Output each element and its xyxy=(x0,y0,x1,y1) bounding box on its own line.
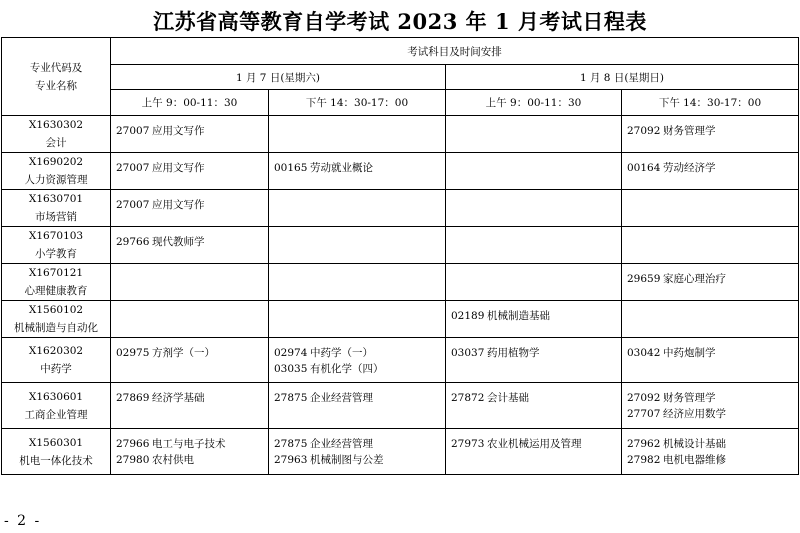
subject-name: 电工与电子技术 xyxy=(152,438,226,450)
major-column-header xyxy=(2,38,111,116)
session-cell xyxy=(622,227,799,264)
major-code: X1560301 xyxy=(28,436,84,449)
session-cell xyxy=(446,190,622,227)
major-code: X1670121 xyxy=(28,267,84,279)
subject-code: 00165 xyxy=(274,162,308,174)
subject-name: 应用文写作 xyxy=(152,125,205,137)
subject-name: 农村供电 xyxy=(152,454,194,466)
subject-name: 企业经营管理 xyxy=(310,438,373,450)
subject-code: 29766 xyxy=(116,236,150,248)
subject-name: 财务管理学 xyxy=(663,392,716,404)
subject-name: 劳动就业概论 xyxy=(310,162,373,174)
subject-code: 27875 xyxy=(274,438,308,450)
subject-code: 02974 xyxy=(274,347,308,359)
subject-code: 27963 xyxy=(274,454,308,466)
table-row xyxy=(2,190,799,227)
subject-name: 有机化学（四） xyxy=(310,363,384,375)
session-cell xyxy=(269,383,446,429)
table-row xyxy=(2,338,799,383)
subject-name: 电机电器维修 xyxy=(663,454,726,466)
session-cell xyxy=(446,264,622,301)
subject-name: 中药炮制学 xyxy=(663,347,716,359)
subject-entry xyxy=(116,227,268,249)
subject-entry xyxy=(274,338,445,360)
session-cell xyxy=(111,429,269,475)
subject-name: 农业机械运用及管理 xyxy=(487,438,582,450)
major-column-header-text xyxy=(2,59,110,95)
subject-code: 03035 xyxy=(274,363,308,375)
session-cell xyxy=(446,383,622,429)
session-cell xyxy=(622,338,799,383)
session-cell xyxy=(111,190,269,227)
page-title: 江苏省高等教育自学考试 2023 年 1 月考试日程表 xyxy=(153,9,647,34)
major-name: 工商企业管理 xyxy=(24,408,88,421)
session-cell xyxy=(446,153,622,190)
subject-entry xyxy=(274,153,445,175)
session-cell xyxy=(111,383,269,429)
subject-code: 27982 xyxy=(627,454,661,466)
session-header: 下午 14：30-17：00 xyxy=(269,90,446,116)
subject-code: 00164 xyxy=(627,162,661,174)
subject-name: 方剂学（一） xyxy=(152,347,215,359)
subject-name: 劳动经济学 xyxy=(663,162,716,174)
subject-code: 27707 xyxy=(627,408,661,420)
major-code: X1630601 xyxy=(28,390,84,403)
table-row xyxy=(2,264,799,301)
session-header: 下午 14：30-17：00 xyxy=(622,90,799,116)
major-name: 机电一体化技术 xyxy=(19,454,93,467)
subject-code: 27973 xyxy=(451,438,485,450)
subject-code: 02189 xyxy=(451,310,485,322)
subject-entry xyxy=(627,451,798,473)
major-cell xyxy=(2,190,111,227)
subject-entry xyxy=(627,383,798,405)
day-header-sat: 1 月 7 日(星期六) xyxy=(111,65,446,90)
session-cell xyxy=(111,338,269,383)
day-header-sun: 1 月 8 日(星期日) xyxy=(446,65,799,90)
subject-entry xyxy=(627,116,798,138)
subject-code: 27872 xyxy=(451,392,485,404)
subject-code: 27966 xyxy=(116,438,150,450)
session-cell xyxy=(622,383,799,429)
session-cell xyxy=(111,153,269,190)
major-code: X1560102 xyxy=(28,304,84,316)
session-cell xyxy=(269,301,446,338)
session-cell xyxy=(446,116,622,153)
major-column-header-line: 专业名称 xyxy=(35,79,77,92)
subject-code: 02975 xyxy=(116,347,150,359)
table-row xyxy=(2,227,799,264)
major-name: 小学教育 xyxy=(35,248,77,260)
major-cell xyxy=(2,153,111,190)
session-cell xyxy=(269,116,446,153)
subject-code: 27007 xyxy=(116,125,150,137)
subject-name: 机械制图与公差 xyxy=(310,454,384,466)
schedule-header: 考试科目及时间安排 xyxy=(111,38,799,65)
subject-entry xyxy=(627,153,798,175)
subject-entry xyxy=(116,190,268,212)
subject-name: 财务管理学 xyxy=(663,125,716,137)
session-cell xyxy=(622,153,799,190)
subject-code: 27007 xyxy=(116,162,150,174)
session-cell xyxy=(269,264,446,301)
session-cell xyxy=(622,429,799,475)
subject-code: 29659 xyxy=(627,273,661,285)
session-cell xyxy=(111,227,269,264)
subject-entry xyxy=(274,429,445,451)
table-row xyxy=(2,301,799,338)
subject-entry xyxy=(274,360,445,382)
subject-entry xyxy=(116,153,268,175)
subject-code: 27092 xyxy=(627,125,661,137)
major-name: 会计 xyxy=(45,137,67,149)
session-cell xyxy=(111,264,269,301)
table-row xyxy=(2,153,799,190)
subject-entry xyxy=(627,405,798,427)
subject-entry xyxy=(116,451,268,473)
subject-entry xyxy=(116,429,268,451)
session-cell xyxy=(111,301,269,338)
subject-name: 家庭心理治疗 xyxy=(663,273,726,285)
subject-entry xyxy=(116,383,268,405)
major-code: X1690202 xyxy=(28,156,84,168)
subject-code: 27962 xyxy=(627,438,661,450)
subject-code: 03037 xyxy=(451,347,485,359)
major-cell xyxy=(2,301,111,338)
subject-name: 药用植物学 xyxy=(487,347,540,359)
session-cell xyxy=(622,190,799,227)
session-cell xyxy=(269,190,446,227)
subject-entry xyxy=(451,301,621,323)
major-code: X1620302 xyxy=(28,345,84,357)
session-cell xyxy=(622,264,799,301)
session-cell xyxy=(111,116,269,153)
subject-entry xyxy=(627,264,798,286)
subject-code: 27869 xyxy=(116,392,150,404)
subject-code: 27875 xyxy=(274,392,308,404)
major-cell xyxy=(2,429,111,475)
session-header: 上午 9：00-11：30 xyxy=(446,90,622,116)
exam-schedule-table xyxy=(1,37,799,475)
subject-name: 企业经营管理 xyxy=(310,392,373,404)
subject-entry xyxy=(451,383,621,405)
major-code: X1630302 xyxy=(28,119,84,131)
subject-entry xyxy=(274,383,445,405)
session-cell xyxy=(446,338,622,383)
major-cell xyxy=(2,227,111,264)
subject-name: 应用文写作 xyxy=(152,199,205,211)
subject-name: 会计基础 xyxy=(487,392,529,404)
session-cell xyxy=(269,429,446,475)
major-name: 中药学 xyxy=(40,363,72,375)
major-name: 心理健康教育 xyxy=(24,285,88,297)
session-cell xyxy=(269,153,446,190)
table-row xyxy=(2,383,799,429)
subject-code: 03042 xyxy=(627,347,661,359)
subject-entry xyxy=(274,451,445,473)
major-column-header-line: 专业代码及 xyxy=(29,61,83,74)
table-row xyxy=(2,116,799,153)
subject-code: 27980 xyxy=(116,454,150,466)
major-name: 市场营销 xyxy=(35,211,77,223)
major-cell xyxy=(2,338,111,383)
major-name: 机械制造与自动化 xyxy=(14,322,98,334)
subject-entry xyxy=(627,338,798,360)
subject-code: 27007 xyxy=(116,199,150,211)
subject-name: 机械制造基础 xyxy=(487,310,550,322)
session-cell xyxy=(446,227,622,264)
major-name: 人力资源管理 xyxy=(24,174,88,186)
subject-entry xyxy=(451,338,621,360)
table-row xyxy=(2,429,799,475)
major-cell xyxy=(2,264,111,301)
session-cell xyxy=(269,227,446,264)
subject-name: 机械设计基础 xyxy=(663,438,726,450)
subject-name: 应用文写作 xyxy=(152,162,205,174)
subject-code: 27092 xyxy=(627,392,661,404)
session-cell xyxy=(446,301,622,338)
schedule-body xyxy=(2,116,799,475)
session-header: 上午 9：00-11：30 xyxy=(111,90,269,116)
subject-name: 经济学基础 xyxy=(152,392,205,404)
major-cell xyxy=(2,383,111,429)
session-cell xyxy=(622,301,799,338)
major-code: X1670103 xyxy=(28,230,84,242)
page-number: - 2 - xyxy=(4,513,42,529)
subject-name: 经济应用数学 xyxy=(663,408,726,420)
subject-name: 中药学（一） xyxy=(310,347,373,359)
major-code: X1630701 xyxy=(28,193,84,205)
major-cell xyxy=(2,116,111,153)
subject-entry xyxy=(116,338,268,360)
session-cell xyxy=(446,429,622,475)
subject-name: 现代教师学 xyxy=(152,236,205,248)
subject-entry xyxy=(627,429,798,451)
subject-entry xyxy=(116,116,268,138)
session-cell xyxy=(269,338,446,383)
subject-entry xyxy=(451,429,621,451)
session-cell xyxy=(622,116,799,153)
